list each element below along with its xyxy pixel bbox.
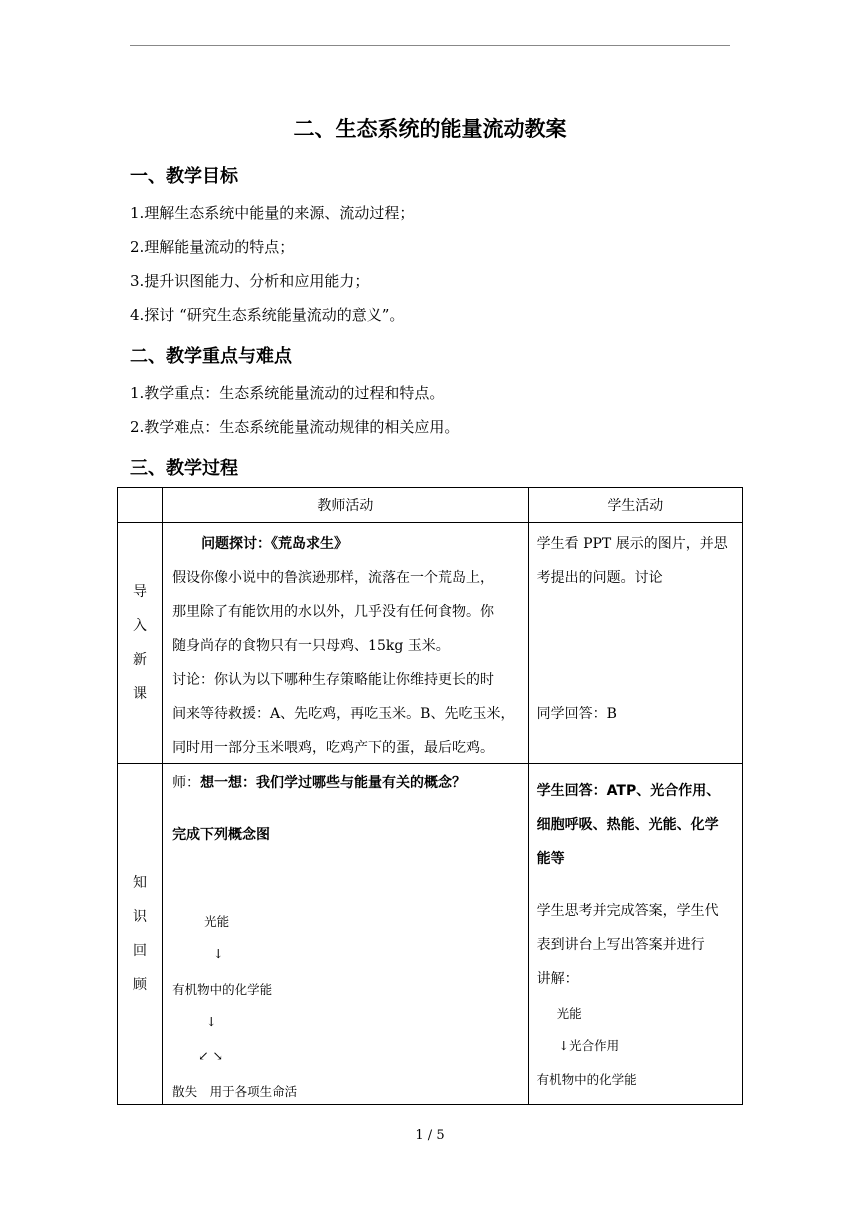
teacher-question: 师：想一想：我们学过哪些与能量有关的概念？	[172, 775, 467, 791]
page-number: 1 / 5	[415, 1128, 445, 1143]
objective-item: 3.提升识图能力、分析和应用能力；	[130, 272, 370, 290]
teacher-activity-review	[163, 764, 529, 1105]
student-answer-line: 能等	[536, 851, 565, 867]
teacher-text-line: 那里除了有能饮用的水以外，几乎没有任何食物。你	[172, 604, 495, 620]
teacher-activity-intro	[163, 523, 529, 764]
teacher-task: 完成下列概念图	[172, 827, 271, 843]
student-work-line: 表到讲台上写出答案并进行	[536, 937, 705, 953]
diagram-light-energy: 光能	[204, 914, 230, 929]
header-student: 学生活动	[528, 488, 742, 523]
row-label-intro: 导 入 新 课	[118, 523, 163, 764]
section-heading-key-points: 二、教学重点与难点	[130, 346, 292, 367]
student-text-line: 考提出的问题。讨论	[536, 570, 663, 586]
diagram-arrow-split: ↙ ↘	[198, 1048, 223, 1063]
key-point-item: 2.教学难点：生态系统能量流动规律的相关应用。	[130, 418, 460, 436]
diagram-organic-chemical-energy: 有机物中的化学能	[172, 982, 273, 997]
student-diagram-arrow: ↓光合作用	[558, 1038, 620, 1053]
table-row-review	[118, 764, 743, 1105]
diagram-arrow-down: ↓	[206, 1014, 217, 1029]
student-answer: 同学回答：B	[536, 706, 617, 722]
row-label-review: 知 识 回 顾	[118, 764, 163, 1105]
header-teacher: 教师活动	[163, 488, 529, 523]
section-heading-process: 三、教学过程	[130, 458, 238, 479]
teacher-text-line: 假设你像小说中的鲁滨逊那样，流落在一个荒岛上，	[172, 570, 495, 586]
header-rule	[130, 45, 730, 46]
student-diagram-light: 光能	[556, 1006, 582, 1021]
student-work-line: 讲解：	[536, 971, 579, 987]
teacher-text-line: 间来等待救援：A、先吃鸡，再吃玉米。B、先吃玉米，	[172, 706, 515, 722]
diagram-arrow-down: ↓	[213, 946, 224, 961]
student-text-line: 学生看 PPT 展示的图片，并思	[536, 536, 728, 552]
objective-item: 1.理解生态系统中能量的来源、流动过程；	[130, 204, 415, 222]
question-title: 问题探讨：《荒岛求生》	[201, 536, 349, 552]
student-activity-review	[528, 764, 742, 1105]
page-title: 二、生态系统的能量流动教案	[293, 117, 567, 141]
header-empty-cell	[118, 488, 163, 523]
diagram-bottom-labels: 散失 用于各项生命活	[172, 1084, 298, 1099]
objective-item: 4.探讨 “研究生态系统能量流动的意义”。	[130, 306, 405, 324]
student-answer-line: 学生回答：ATP、光合作用、	[536, 783, 721, 799]
teacher-text-line: 讨论：你认为以下哪种生存策略能让你维持更长的时	[172, 672, 495, 688]
table-row-intro	[118, 523, 743, 764]
student-answer-line: 细胞呼吸、热能、光能、化学	[536, 817, 719, 833]
section-heading-objectives: 一、教学目标	[130, 166, 238, 187]
teaching-process-table	[117, 487, 743, 1105]
teacher-text-line: 随身尚存的食物只有一只母鸡、15kg 玉米。	[172, 638, 450, 654]
student-work-line: 学生思考并完成答案，学生代	[536, 903, 719, 919]
objective-item: 2.理解能量流动的特点；	[130, 238, 295, 256]
key-point-item: 1.教学重点：生态系统能量流动的过程和特点。	[130, 384, 445, 402]
student-activity-intro	[528, 523, 742, 764]
teacher-text-line: 同时用一部分玉米喂鸡，吃鸡产下的蛋，最后吃鸡。	[172, 740, 495, 756]
table-header-row	[118, 488, 743, 523]
student-diagram-organic: 有机物中的化学能	[536, 1072, 637, 1087]
